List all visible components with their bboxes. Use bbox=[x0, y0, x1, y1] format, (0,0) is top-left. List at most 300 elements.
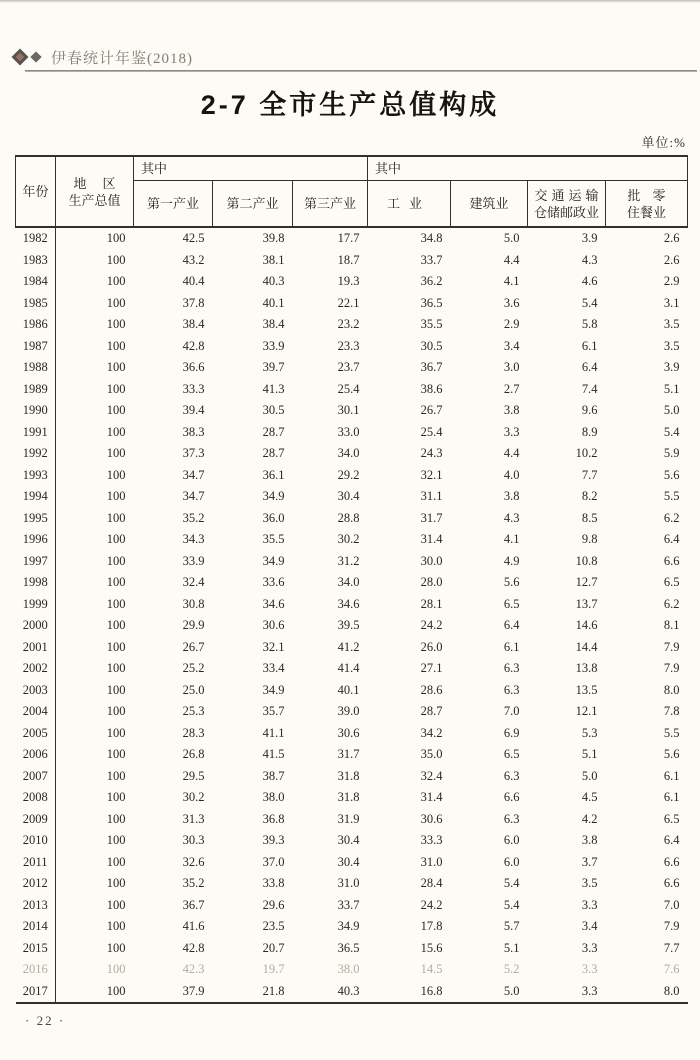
year-cell: 1987 bbox=[16, 336, 56, 358]
col-header-transport bbox=[528, 181, 606, 228]
value-cell: 26.8 bbox=[182, 747, 205, 761]
value-cell: 39.3 bbox=[262, 833, 285, 847]
value-cell: 37.9 bbox=[182, 983, 205, 998]
value-cell: 100 bbox=[106, 338, 126, 353]
value-cell: 5.4 bbox=[503, 897, 520, 912]
col-header-year: 年份 bbox=[16, 156, 56, 227]
value-cell: 43.2 bbox=[182, 252, 205, 267]
year-cell: 1983 bbox=[16, 250, 56, 272]
value-cell: 28.3 bbox=[182, 725, 205, 740]
value-cell: 33.3 bbox=[420, 833, 443, 847]
value-cell: 4.2 bbox=[581, 811, 598, 826]
value-cell: 32.6 bbox=[182, 854, 205, 869]
value-cell: 12.1 bbox=[575, 704, 598, 718]
value-cell: 22.1 bbox=[337, 295, 360, 310]
table-row bbox=[16, 981, 688, 1004]
value-cell: 5.4 bbox=[663, 424, 680, 439]
value-cell: 33.4 bbox=[262, 661, 285, 675]
table-row bbox=[16, 551, 688, 573]
value-cell: 16.8 bbox=[420, 983, 443, 998]
value-cell: 34.9 bbox=[262, 553, 285, 568]
value-cell: 6.1 bbox=[503, 639, 520, 654]
value-cell: 8.2 bbox=[581, 489, 598, 503]
value-cell: 40.1 bbox=[337, 682, 360, 697]
value-cell: 100 bbox=[106, 768, 126, 783]
value-cell: 100 bbox=[106, 360, 126, 374]
year-cell: 2014 bbox=[16, 916, 56, 938]
value-cell: 32.4 bbox=[182, 575, 205, 589]
value-cell: 30.6 bbox=[262, 618, 285, 632]
col-header-primary-industry: 第一产业 bbox=[134, 181, 213, 228]
header-divider bbox=[25, 70, 697, 72]
value-cell: 15.6 bbox=[420, 940, 443, 955]
value-cell: 3.9 bbox=[581, 231, 598, 245]
value-cell: 4.1 bbox=[503, 532, 520, 546]
year-cell: 1990 bbox=[16, 400, 56, 422]
value-cell: 40.3 bbox=[262, 274, 285, 288]
value-cell: 23.5 bbox=[262, 919, 285, 933]
value-cell: 38.1 bbox=[262, 252, 285, 267]
value-cell: 39.0 bbox=[337, 704, 360, 718]
value-cell: 5.0 bbox=[581, 768, 598, 783]
value-cell: 9.8 bbox=[581, 532, 598, 546]
value-cell: 2.9 bbox=[503, 317, 520, 331]
table-row bbox=[16, 938, 688, 960]
value-cell: 40.4 bbox=[182, 274, 205, 288]
value-cell: 100 bbox=[106, 618, 126, 632]
value-cell: 5.6 bbox=[663, 747, 680, 761]
value-cell: 7.7 bbox=[581, 467, 598, 482]
value-cell: 42.5 bbox=[182, 231, 205, 245]
value-cell: 38.7 bbox=[262, 768, 285, 783]
value-cell: 41.1 bbox=[262, 725, 285, 740]
value-cell: 32.1 bbox=[420, 467, 443, 482]
value-cell: 3.7 bbox=[581, 854, 598, 869]
value-cell: 100 bbox=[106, 639, 126, 654]
year-cell: 2000 bbox=[16, 615, 56, 637]
table-row bbox=[16, 916, 688, 938]
value-cell: 2.6 bbox=[663, 231, 680, 245]
value-cell: 3.3 bbox=[581, 897, 598, 912]
value-cell: 35.5 bbox=[420, 317, 443, 331]
value-cell: 10.8 bbox=[575, 553, 598, 568]
value-cell: 26.7 bbox=[420, 403, 443, 417]
value-cell: 100 bbox=[106, 381, 126, 396]
value-cell: 6.6 bbox=[663, 854, 680, 869]
value-cell: 100 bbox=[106, 231, 126, 245]
value-cell: 34.9 bbox=[337, 919, 360, 933]
table-row bbox=[16, 852, 688, 874]
value-cell: 39.7 bbox=[262, 360, 285, 374]
value-cell: 6.6 bbox=[663, 876, 680, 890]
value-cell: 30.1 bbox=[337, 403, 360, 417]
value-cell: 4.0 bbox=[503, 467, 520, 482]
table-row bbox=[16, 508, 688, 530]
table-row bbox=[16, 766, 688, 788]
year-cell: 2012 bbox=[16, 873, 56, 895]
value-cell: 100 bbox=[106, 940, 126, 955]
value-cell: 6.5 bbox=[503, 596, 520, 611]
value-cell: 28.4 bbox=[420, 876, 443, 890]
year-cell: 2007 bbox=[16, 766, 56, 788]
value-cell: 7.9 bbox=[663, 661, 680, 675]
gdp-composition-table bbox=[15, 155, 688, 1004]
value-cell: 33.9 bbox=[262, 338, 285, 353]
value-cell: 4.1 bbox=[503, 274, 520, 288]
table-row bbox=[16, 227, 688, 250]
value-cell: 6.2 bbox=[663, 596, 680, 611]
value-cell: 29.5 bbox=[182, 768, 205, 783]
value-cell: 28.7 bbox=[262, 446, 285, 460]
value-cell: 5.4 bbox=[581, 295, 598, 310]
year-cell: 1982 bbox=[16, 227, 56, 250]
value-cell: 23.3 bbox=[337, 338, 360, 353]
value-cell: 13.5 bbox=[575, 682, 598, 697]
value-cell: 3.5 bbox=[581, 876, 598, 890]
value-cell: 23.7 bbox=[337, 360, 360, 374]
value-cell: 100 bbox=[106, 532, 126, 546]
value-cell: 100 bbox=[106, 962, 126, 976]
value-cell: 100 bbox=[106, 790, 126, 804]
value-cell: 6.6 bbox=[503, 790, 520, 804]
value-cell: 38.6 bbox=[420, 381, 443, 396]
value-cell: 100 bbox=[106, 575, 126, 589]
value-cell: 100 bbox=[106, 811, 126, 826]
table-row bbox=[16, 594, 688, 616]
table-row bbox=[16, 379, 688, 401]
col-header-retail-line1: 批零 bbox=[627, 187, 678, 203]
year-cell: 1989 bbox=[16, 379, 56, 401]
value-cell: 33.0 bbox=[337, 424, 360, 439]
value-cell: 36.0 bbox=[262, 510, 285, 525]
value-cell: 5.7 bbox=[503, 919, 520, 933]
year-cell: 1994 bbox=[16, 486, 56, 508]
year-cell: 2011 bbox=[16, 852, 56, 874]
year-cell: 1993 bbox=[16, 465, 56, 487]
value-cell: 6.6 bbox=[663, 553, 680, 568]
table-body bbox=[16, 227, 688, 1003]
value-cell: 8.9 bbox=[581, 424, 598, 439]
value-cell: 37.8 bbox=[182, 295, 205, 310]
value-cell: 31.0 bbox=[420, 854, 443, 869]
value-cell: 42.8 bbox=[182, 338, 205, 353]
table-row bbox=[16, 637, 688, 659]
table-row bbox=[16, 422, 688, 444]
value-cell: 3.3 bbox=[581, 983, 598, 998]
year-cell: 2010 bbox=[16, 830, 56, 852]
value-cell: 100 bbox=[106, 704, 126, 718]
value-cell: 31.9 bbox=[337, 811, 360, 826]
value-cell: 100 bbox=[106, 876, 126, 890]
table-row bbox=[16, 443, 688, 465]
value-cell: 30.2 bbox=[182, 790, 205, 804]
value-cell: 31.1 bbox=[420, 489, 443, 503]
value-cell: 5.6 bbox=[663, 467, 680, 482]
value-cell: 100 bbox=[106, 295, 126, 310]
value-cell: 34.3 bbox=[182, 532, 205, 546]
year-cell: 1998 bbox=[16, 572, 56, 594]
group-header-left: 其中 bbox=[134, 156, 368, 181]
value-cell: 30.2 bbox=[337, 532, 360, 546]
page-header-banner bbox=[14, 46, 193, 68]
value-cell: 33.3 bbox=[182, 381, 205, 396]
value-cell: 5.9 bbox=[663, 446, 680, 460]
value-cell: 36.7 bbox=[182, 897, 205, 912]
value-cell: 3.5 bbox=[663, 338, 680, 353]
value-cell: 2.7 bbox=[503, 381, 520, 396]
table-row bbox=[16, 572, 688, 594]
value-cell: 100 bbox=[106, 854, 126, 869]
table-row bbox=[16, 293, 688, 315]
year-cell: 2001 bbox=[16, 637, 56, 659]
value-cell: 34.2 bbox=[420, 725, 443, 740]
value-cell: 31.2 bbox=[337, 553, 360, 568]
value-cell: 35.0 bbox=[420, 747, 443, 761]
value-cell: 30.6 bbox=[337, 725, 360, 740]
value-cell: 26.0 bbox=[420, 639, 443, 654]
value-cell: 41.3 bbox=[262, 381, 285, 396]
value-cell: 33.8 bbox=[262, 876, 285, 890]
page-number: · 22 · bbox=[25, 1013, 66, 1028]
value-cell: 24.3 bbox=[420, 446, 443, 460]
value-cell: 3.3 bbox=[581, 962, 598, 976]
value-cell: 33.9 bbox=[182, 553, 205, 568]
value-cell: 100 bbox=[106, 596, 126, 611]
value-cell: 31.3 bbox=[182, 811, 205, 826]
value-cell: 18.7 bbox=[337, 252, 360, 267]
value-cell: 5.1 bbox=[663, 381, 680, 396]
table-row bbox=[16, 809, 688, 831]
value-cell: 20.7 bbox=[262, 940, 285, 955]
value-cell: 29.6 bbox=[262, 897, 285, 912]
value-cell: 9.6 bbox=[581, 403, 598, 417]
value-cell: 5.4 bbox=[503, 876, 520, 890]
group-header-right: 其中 bbox=[368, 156, 688, 181]
value-cell: 40.3 bbox=[337, 983, 360, 998]
value-cell: 41.2 bbox=[337, 639, 360, 654]
value-cell: 21.8 bbox=[262, 983, 285, 998]
value-cell: 100 bbox=[106, 446, 126, 460]
value-cell: 5.1 bbox=[503, 940, 520, 955]
value-cell: 7.0 bbox=[503, 704, 520, 718]
year-cell: 2008 bbox=[16, 787, 56, 809]
col-header-gdp bbox=[56, 156, 134, 227]
year-cell: 2017 bbox=[16, 981, 56, 1004]
value-cell: 33.7 bbox=[420, 252, 443, 267]
table-row bbox=[16, 271, 688, 293]
value-cell: 34.7 bbox=[182, 489, 205, 503]
value-cell: 30.4 bbox=[337, 489, 360, 503]
page-title: 2-7 全市生产总值构成 bbox=[200, 90, 500, 120]
col-header-retail-line2: 住餐业 bbox=[627, 204, 667, 220]
value-cell: 36.2 bbox=[420, 274, 443, 288]
value-cell: 3.4 bbox=[503, 338, 520, 353]
value-cell: 12.7 bbox=[575, 575, 598, 589]
value-cell: 100 bbox=[106, 403, 126, 417]
value-cell: 25.3 bbox=[182, 704, 205, 718]
value-cell: 6.4 bbox=[503, 618, 520, 632]
year-cell: 1999 bbox=[16, 594, 56, 616]
value-cell: 5.2 bbox=[503, 962, 520, 976]
table-row bbox=[16, 486, 688, 508]
value-cell: 4.9 bbox=[503, 553, 520, 568]
value-cell: 41.6 bbox=[182, 919, 205, 933]
table-row bbox=[16, 701, 688, 723]
value-cell: 32.1 bbox=[262, 639, 285, 654]
value-cell: 5.3 bbox=[581, 725, 598, 740]
value-cell: 36.8 bbox=[262, 811, 285, 826]
value-cell: 24.2 bbox=[420, 618, 443, 632]
table-row bbox=[16, 400, 688, 422]
value-cell: 3.1 bbox=[663, 295, 680, 310]
value-cell: 31.0 bbox=[337, 876, 360, 890]
col-header-gdp-line2: 生产总值 bbox=[68, 192, 121, 208]
value-cell: 100 bbox=[106, 833, 126, 847]
value-cell: 25.4 bbox=[420, 424, 443, 439]
table-row bbox=[16, 873, 688, 895]
value-cell: 28.7 bbox=[262, 424, 285, 439]
value-cell: 3.9 bbox=[663, 360, 680, 374]
value-cell: 100 bbox=[106, 553, 126, 568]
value-cell: 3.0 bbox=[503, 360, 520, 374]
year-cell: 1997 bbox=[16, 551, 56, 573]
value-cell: 38.0 bbox=[262, 790, 285, 804]
value-cell: 6.2 bbox=[663, 510, 680, 525]
value-cell: 28.6 bbox=[420, 682, 443, 697]
value-cell: 7.8 bbox=[663, 704, 680, 718]
year-cell: 2006 bbox=[16, 744, 56, 766]
value-cell: 34.7 bbox=[182, 467, 205, 482]
value-cell: 34.0 bbox=[337, 575, 360, 589]
value-cell: 5.0 bbox=[503, 983, 520, 998]
value-cell: 28.8 bbox=[337, 510, 360, 525]
value-cell: 14.6 bbox=[575, 618, 598, 632]
value-cell: 33.6 bbox=[262, 575, 285, 589]
year-cell: 1992 bbox=[16, 443, 56, 465]
value-cell: 33.7 bbox=[337, 897, 360, 912]
value-cell: 4.4 bbox=[503, 446, 520, 460]
value-cell: 4.5 bbox=[581, 790, 598, 804]
value-cell: 29.9 bbox=[182, 618, 205, 632]
col-header-construction: 建筑业 bbox=[451, 181, 528, 228]
value-cell: 3.4 bbox=[581, 919, 598, 933]
value-cell: 36.1 bbox=[262, 467, 285, 482]
year-cell: 1988 bbox=[16, 357, 56, 379]
col-header-gdp-line1: 地区 bbox=[73, 175, 132, 191]
value-cell: 5.0 bbox=[663, 403, 680, 417]
value-cell: 23.2 bbox=[337, 317, 360, 331]
value-cell: 100 bbox=[106, 252, 126, 267]
value-cell: 100 bbox=[106, 424, 126, 439]
value-cell: 35.2 bbox=[182, 876, 205, 890]
value-cell: 7.6 bbox=[663, 962, 680, 976]
value-cell: 6.4 bbox=[663, 532, 680, 546]
table-row bbox=[16, 658, 688, 680]
value-cell: 5.0 bbox=[503, 231, 520, 245]
value-cell: 34.6 bbox=[337, 596, 360, 611]
value-cell: 19.7 bbox=[262, 962, 285, 976]
value-cell: 6.1 bbox=[581, 338, 598, 353]
value-cell: 41.4 bbox=[337, 661, 360, 675]
value-cell: 38.4 bbox=[262, 317, 285, 331]
year-cell: 2005 bbox=[16, 723, 56, 745]
value-cell: 24.2 bbox=[420, 897, 443, 912]
value-cell: 100 bbox=[106, 919, 126, 933]
value-cell: 100 bbox=[106, 467, 126, 482]
value-cell: 30.4 bbox=[337, 854, 360, 869]
value-cell: 3.8 bbox=[503, 403, 520, 417]
value-cell: 6.4 bbox=[663, 833, 680, 847]
diamond-small-icon bbox=[30, 51, 41, 62]
value-cell: 3.8 bbox=[581, 833, 598, 847]
col-header-transport-line1: 交通运输 bbox=[534, 187, 603, 203]
value-cell: 17.7 bbox=[337, 231, 360, 245]
year-cell: 1985 bbox=[16, 293, 56, 315]
table-row bbox=[16, 465, 688, 487]
value-cell: 30.6 bbox=[420, 811, 443, 826]
value-cell: 37.0 bbox=[262, 854, 285, 869]
value-cell: 27.1 bbox=[420, 661, 443, 675]
unit-label: 单位:% bbox=[641, 135, 686, 150]
value-cell: 8.1 bbox=[663, 618, 680, 632]
value-cell: 32.4 bbox=[420, 768, 443, 783]
value-cell: 100 bbox=[106, 983, 126, 998]
value-cell: 39.4 bbox=[182, 403, 205, 417]
value-cell: 25.2 bbox=[182, 661, 205, 675]
value-cell: 4.3 bbox=[581, 252, 598, 267]
value-cell: 36.6 bbox=[182, 360, 205, 374]
value-cell: 13.7 bbox=[575, 596, 598, 611]
year-cell: 2003 bbox=[16, 680, 56, 702]
year-cell: 2015 bbox=[16, 938, 56, 960]
value-cell: 100 bbox=[106, 274, 126, 288]
value-cell: 13.8 bbox=[575, 661, 598, 675]
value-cell: 3.8 bbox=[503, 489, 520, 503]
value-cell: 25.0 bbox=[182, 682, 205, 697]
value-cell: 100 bbox=[106, 682, 126, 697]
value-cell: 28.0 bbox=[420, 575, 443, 589]
table-row bbox=[16, 744, 688, 766]
value-cell: 5.6 bbox=[503, 575, 520, 589]
year-cell: 1986 bbox=[16, 314, 56, 336]
value-cell: 31.8 bbox=[337, 790, 360, 804]
value-cell: 100 bbox=[106, 725, 126, 740]
value-cell: 5.5 bbox=[663, 725, 680, 740]
value-cell: 41.5 bbox=[262, 747, 285, 761]
value-cell: 7.9 bbox=[663, 919, 680, 933]
table-row bbox=[16, 336, 688, 358]
value-cell: 7.9 bbox=[663, 639, 680, 654]
value-cell: 34.0 bbox=[337, 446, 360, 460]
value-cell: 38.3 bbox=[182, 424, 205, 439]
table-row bbox=[16, 314, 688, 336]
value-cell: 30.5 bbox=[262, 403, 285, 417]
table-row bbox=[16, 680, 688, 702]
table-row bbox=[16, 250, 688, 272]
table-row bbox=[16, 615, 688, 637]
year-cell: 1995 bbox=[16, 508, 56, 530]
value-cell: 6.3 bbox=[503, 682, 520, 697]
value-cell: 6.5 bbox=[663, 575, 680, 589]
value-cell: 6.0 bbox=[503, 833, 520, 847]
value-cell: 38.0 bbox=[337, 962, 360, 976]
value-cell: 6.1 bbox=[663, 790, 680, 804]
value-cell: 14.4 bbox=[575, 639, 598, 654]
value-cell: 3.3 bbox=[503, 424, 520, 439]
value-cell: 35.5 bbox=[262, 532, 285, 546]
diamond-icon bbox=[12, 49, 29, 66]
value-cell: 8.0 bbox=[663, 983, 680, 998]
